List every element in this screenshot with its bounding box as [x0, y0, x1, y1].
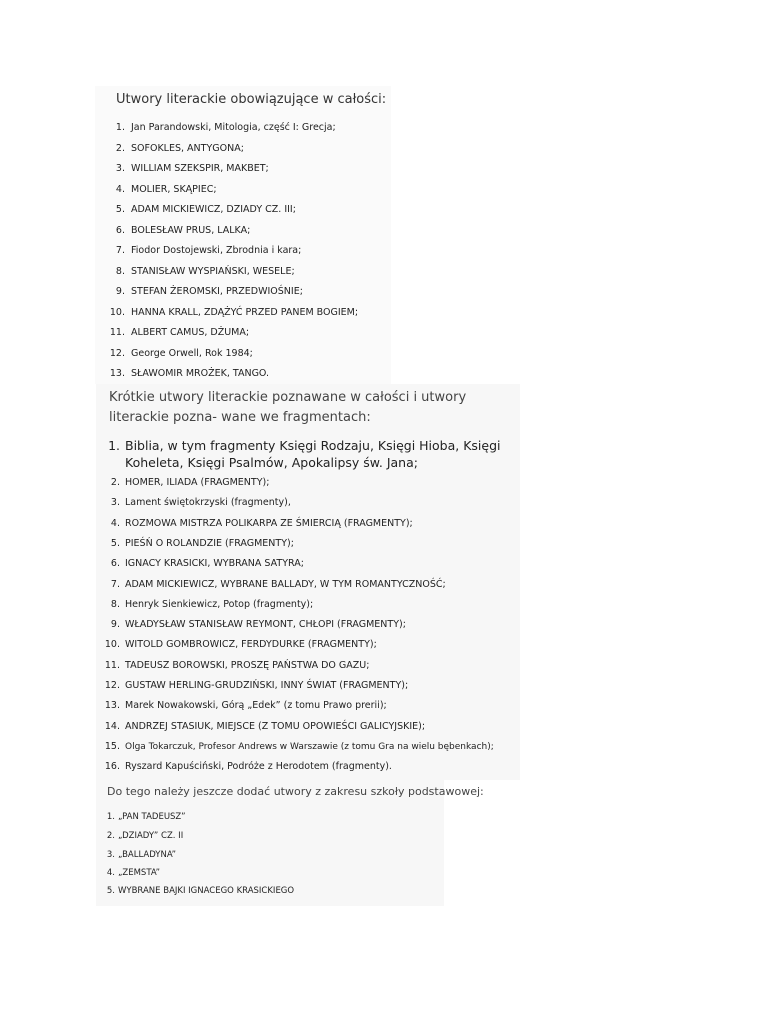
list-number: 4. — [106, 868, 115, 878]
list-text: Jan Parandowski, Mitologia, część I: Grecja; — [131, 122, 336, 133]
section-heading: Utwory literackie obowiązujące w całości: — [116, 92, 387, 107]
list-text: SŁAWOMIR MROŻEK, TANGO. — [131, 368, 270, 379]
section-heading: Do tego należy jeszcze dodać utwory z zakresu szkoły podstawowej: — [107, 785, 484, 798]
list-number: 4. — [110, 517, 120, 529]
list-number: 10. — [104, 639, 120, 651]
list-text: TADEUSZ BOROWSKI, PROSZĘ PAŃSTWA DO GAZU; — [125, 659, 370, 671]
list-number: 7. — [110, 578, 120, 590]
list-number: 1. — [108, 438, 120, 453]
list-number: 1. — [115, 122, 125, 133]
list-number: 2. — [115, 142, 125, 154]
list-text: WITOLD GOMBROWICZ, FERDYDURKE (FRAGMENTY); — [125, 639, 377, 651]
section-obligatory-full-works — [95, 86, 391, 384]
list-text: GUSTAW HERLING-GRUDZIŃSKI, INNY ŚWIAT (FRAGMENTY); — [125, 680, 409, 691]
list-text: Olga Tokarczuk, Profesor Andrews w Warszawie (z tomu Gra na wielu bębenkach); — [125, 741, 494, 752]
list-text: Marek Nowakowski, Górą „Edek” (z tomu Prawo prerii); — [125, 700, 387, 712]
list-text: MOLIER, SKĄPIEC; — [131, 183, 217, 195]
list-number: 10. — [109, 306, 125, 318]
list-number: 7. — [115, 245, 125, 256]
list-text: Ryszard Kapuściński, Podróże z Herodotem (fragmenty). — [125, 761, 392, 773]
list-number: 6. — [115, 224, 125, 236]
list-text: Biblia, w tym fragmenty Księgi Rodzaju, Księgi Hioba, Księgi Koheleta, Księgi Psalmów, Apokalipsy św. Jana; — [125, 438, 501, 470]
list-number: 5. — [106, 886, 115, 896]
list-number: 5. — [115, 204, 125, 215]
list-text: STANISŁAW WYSPIAŃSKI, WESELE; — [131, 265, 295, 277]
list-text: PIEŚŃ O ROLANDZIE (FRAGMENTY); — [125, 537, 294, 549]
list-text: WYBRANE BAJKI IGNACEGO KRASICKIEGO — [118, 886, 295, 896]
list-text: WILLIAM SZEKSPIR, MAKBET; — [131, 163, 269, 174]
list-number: 8. — [115, 265, 125, 277]
list-text: „DZIADY” CZ. II — [118, 831, 184, 841]
list-number: 14. — [104, 720, 120, 732]
list-number: 4. — [115, 183, 125, 195]
list-text: Henryk Sienkiewicz, Potop (fragmenty); — [125, 598, 314, 610]
list-text: ANDRZEJ STASIUK, MIEJSCE (Z TOMU OPOWIEŚCI GALICYJSKIE); — [125, 720, 426, 732]
list-number: 3. — [110, 497, 120, 509]
list-number: 15. — [104, 740, 120, 752]
list-text: „BALLADYNA” — [118, 850, 177, 860]
list-number: 5. — [110, 537, 120, 549]
list-number: 12. — [104, 680, 120, 691]
list-text: HANNA KRALL, ZDĄŻYĆ PRZED PANEM BOGIEM; — [131, 306, 359, 318]
list-text: „ZEMSTA” — [118, 868, 161, 878]
section-heading: Krótkie utwory literackie poznawane w całości i utwory literackie pozna- wane we fragmentach: — [109, 390, 467, 425]
list-number: 3. — [106, 850, 115, 860]
list-text: BOLESŁAW PRUS, LALKA; — [131, 224, 251, 236]
list-text: WŁADYSŁAW STANISŁAW REYMONT, CHŁOPI (FRAGMENTY); — [125, 619, 406, 631]
list-number: 1. — [106, 812, 115, 822]
list-text: STEFAN ŻEROMSKI, PRZEDWIOŚNIE; — [131, 286, 303, 297]
list-number: 2. — [110, 477, 120, 488]
list-text: ADAM MICKIEWICZ, DZIADY CZ. III; — [131, 204, 296, 215]
list-number: 3. — [115, 163, 125, 174]
list-text: George Orwell, Rok 1984; — [131, 347, 253, 359]
list-number: 8. — [110, 598, 120, 610]
list-number: 13. — [104, 700, 120, 712]
list-text: HOMER, ILIADA (FRAGMENTY); — [125, 477, 270, 488]
list-number: 13. — [109, 368, 125, 379]
list-number: 12. — [109, 347, 125, 359]
section-primary-school-works — [96, 780, 484, 906]
list-number: 9. — [110, 619, 120, 631]
list-text: „PAN TADEUSZ” — [118, 812, 186, 822]
list-text: ROZMOWA MISTRZA POLIKARPA ZE ŚMIERCIĄ (FRAGMENTY); — [125, 517, 413, 529]
list-number: 2. — [106, 831, 115, 841]
list-text: Lament świętokrzyski (fragmenty), — [125, 497, 291, 509]
list-text: IGNACY KRASICKI, WYBRANA SATYRA; — [125, 558, 304, 570]
list-number: 16. — [104, 761, 120, 773]
section-short-works-and-fragments — [96, 384, 520, 780]
list-text: SOFOKLES, ANTYGONA; — [131, 142, 244, 154]
list-number: 9. — [115, 286, 125, 297]
list-number: 11. — [109, 327, 125, 338]
list-text: Fiodor Dostojewski, Zbrodnia i kara; — [131, 245, 302, 256]
list-number: 6. — [110, 558, 120, 570]
list-text: ALBERT CAMUS, DŻUMA; — [131, 327, 250, 338]
list-number: 11. — [104, 659, 120, 671]
list-text: ADAM MICKIEWICZ, WYBRANE BALLADY, W TYM ROMANTYCZNOŚĆ; — [125, 578, 446, 590]
